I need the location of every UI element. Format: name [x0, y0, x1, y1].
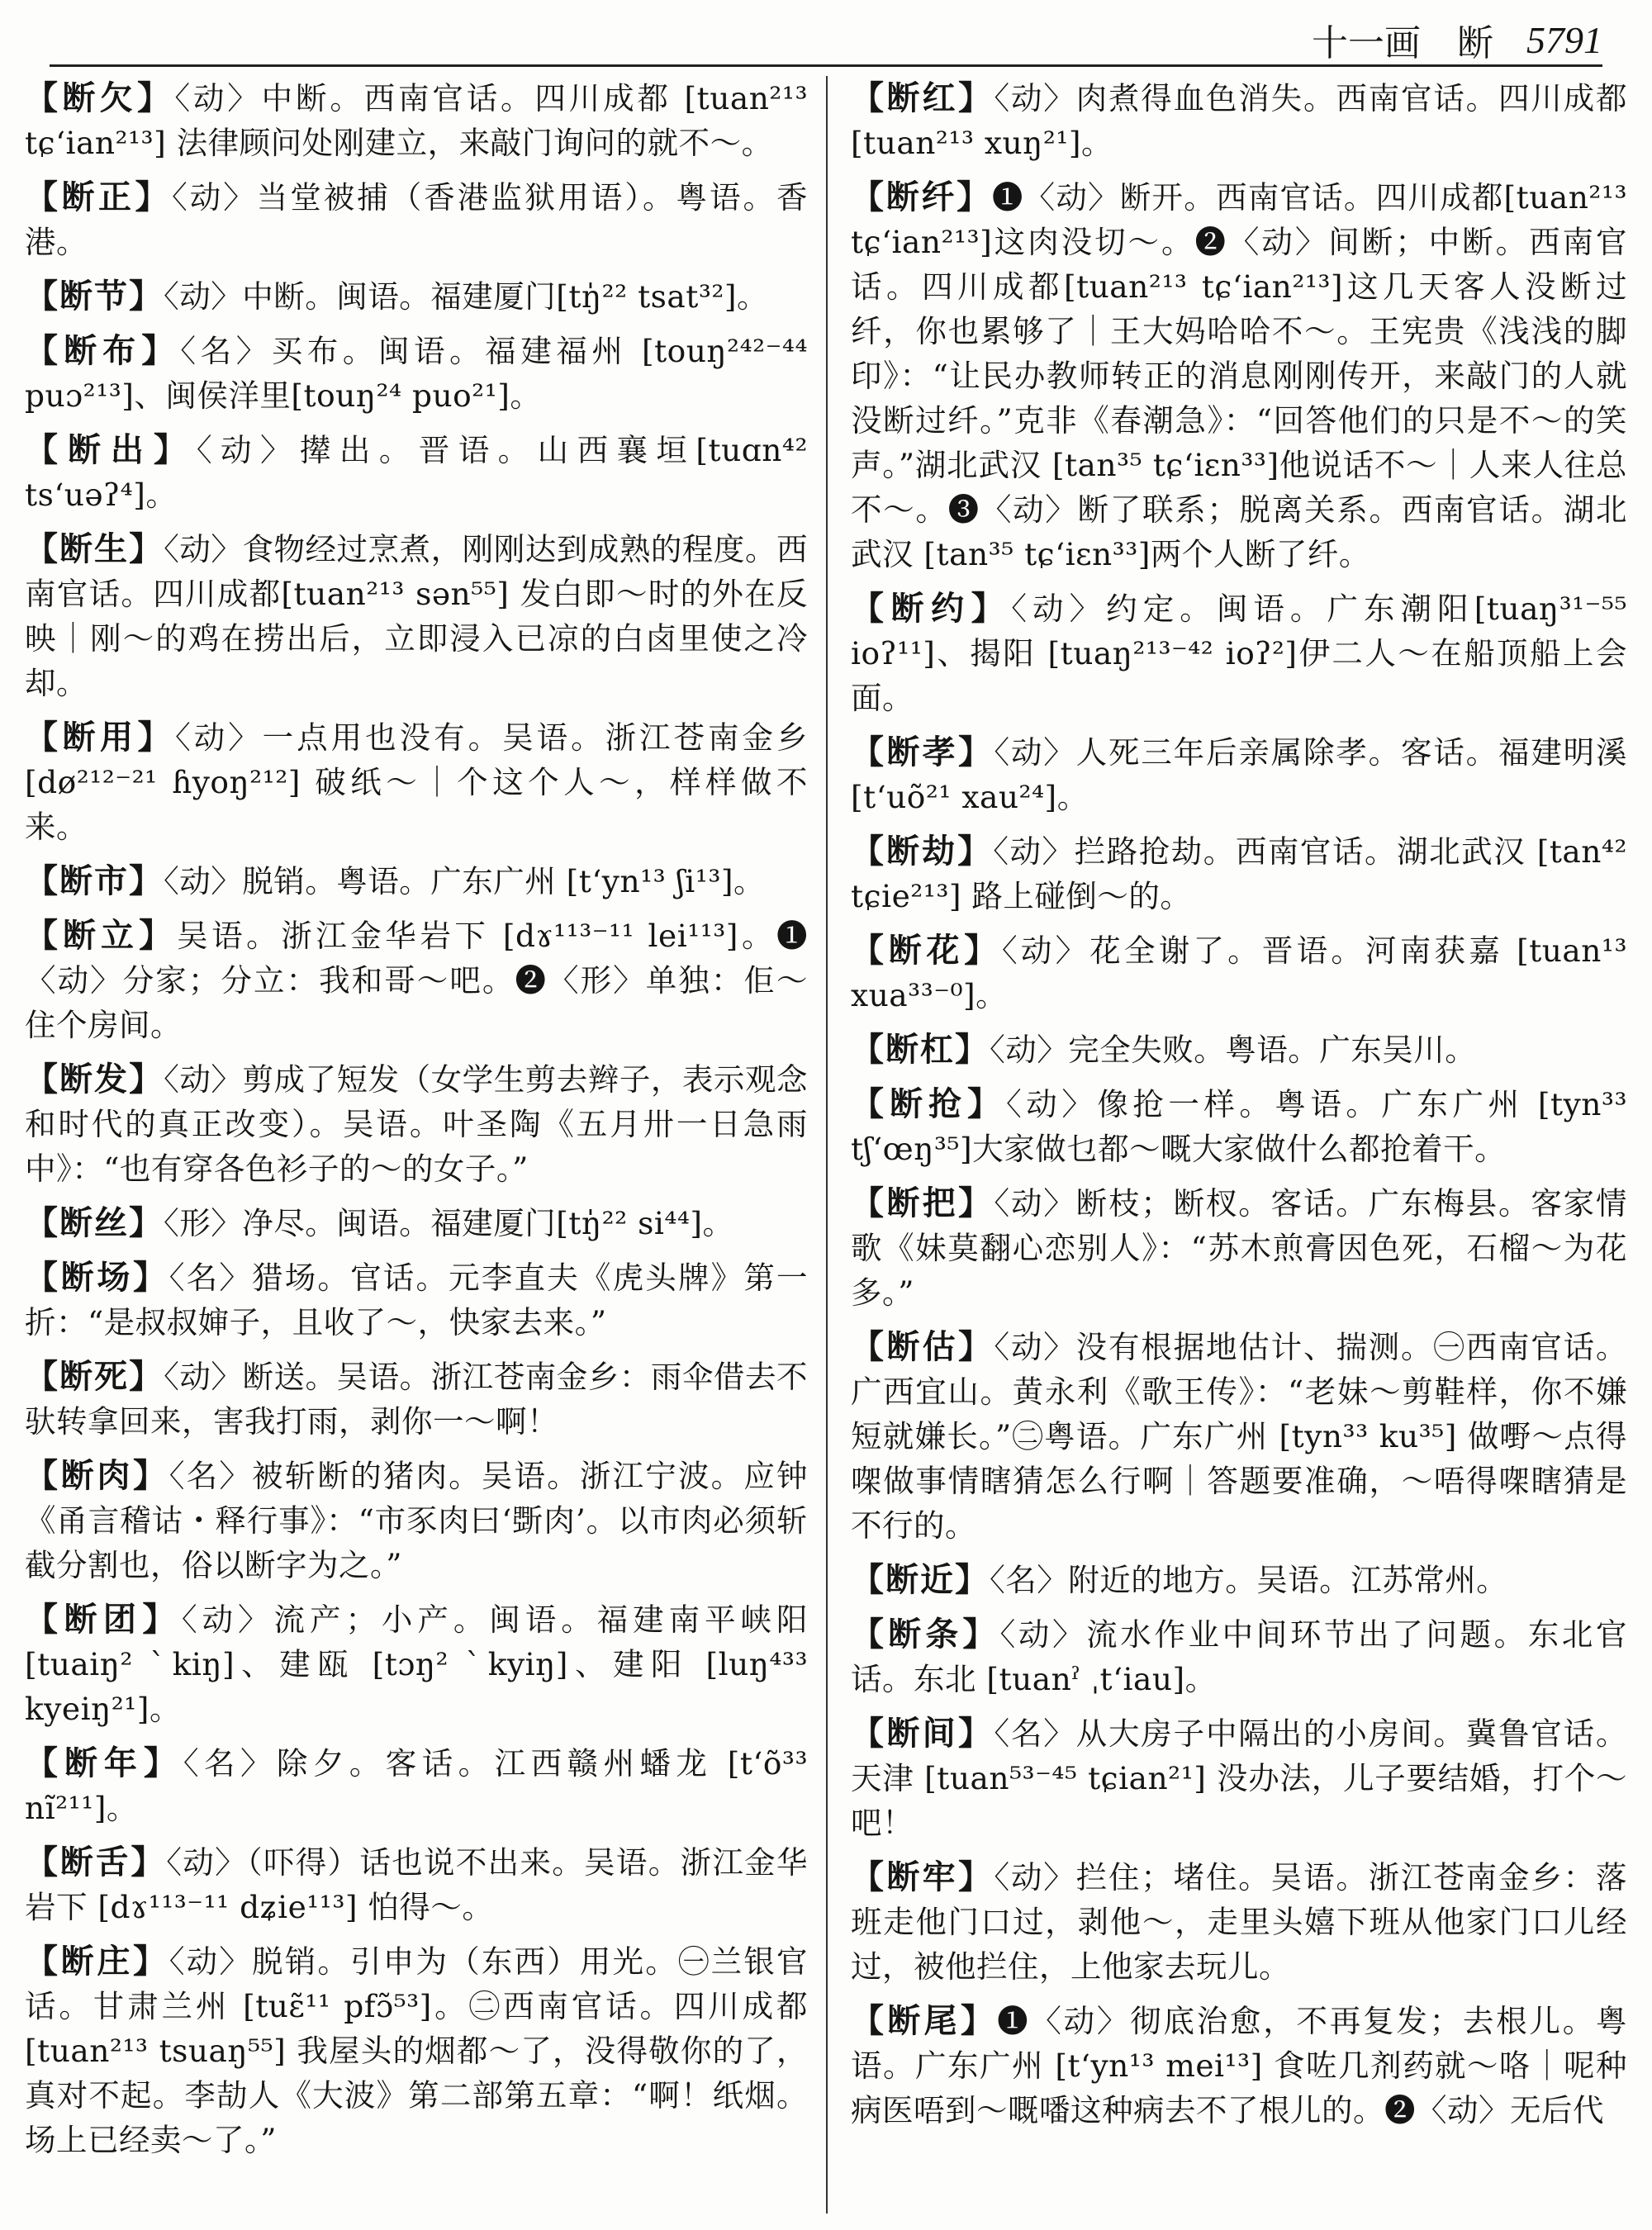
entry — [851, 586, 1627, 720]
headword: 【断节】 — [25, 277, 164, 316]
entry — [25, 527, 808, 705]
page-header — [50, 15, 1602, 64]
definition: 〈名〉除夕。客话。江西赣州蟠龙 [tʻõ³³ nĩ²¹¹]。 — [25, 1745, 808, 1826]
entry — [25, 329, 808, 418]
definition: 〈动〉没有根据地估计、揣测。㊀西南官话。广西宜山。黄永利《歌王传》：“老妹～剪鞋样，你不嫌短就嫌长。”㊁粤语。广东广州 [tyn³³ ku³⁵] 做嘢～点得㗎做事情瞎猜怎么行啊｜答题要准确，～唔得㗎瞎猜是不行的。 — [851, 1329, 1628, 1544]
headword: 【断团】 — [25, 1600, 182, 1639]
entry — [25, 1201, 808, 1245]
headword: 【断立】 — [25, 916, 178, 955]
headword: 【断出】 — [25, 430, 197, 469]
headword: 【断劫】 — [851, 832, 994, 871]
entry — [851, 829, 1627, 918]
headword: 【断舌】 — [25, 1843, 167, 1881]
headword: 【断把】 — [851, 1184, 995, 1222]
definition: 〈动〉肉煮得血色消失。西南官话。四川成都 [tuan²¹³ xuŋ²¹]。 — [851, 80, 1628, 161]
entry — [851, 1855, 1627, 1989]
headword: 【断生】 — [25, 529, 164, 568]
definition: ❶〈动〉断开。西南官话。四川成都[tuan²¹³ tɕʻian²¹³]这肉没切～。❷〈动〉间断；中断。西南官话。四川成都[tuan²¹³ tɕʻian²¹³]这几天客人没断过纤，你也累够了｜王大妈哈哈不～。王宪贵《浅浅的脚印》：“让民办教师转正的消息刚刚传开，来敲门的人就没断过纤。”克非《春潮急》：“回答他们的只是不～的笑声。”湖北武汉 [tan³⁵ tɕʻiɛn³³]他说话不～｜人来人往总不～。❸〈动〉断了联系；脱离关系。西南官话。湖北武汉 [tan³⁵ tɕʻiɛn³³]两个人断了纤。 — [851, 179, 1627, 572]
definition: 〈动〉食物经过烹煮，刚刚达到成熟的程度。西南官话。四川成都[tuan²¹³ sən⁵⁵] 发白即～时的外在反映｜刚～的鸡在捞出后，立即浸入已凉的白卤里使之冷却。 — [25, 531, 808, 701]
entry — [851, 730, 1627, 819]
headword: 【断正】 — [25, 178, 172, 216]
headword: 【断孝】 — [851, 733, 995, 771]
entry — [25, 1057, 808, 1191]
definition: 吴语。浙江金华岩下 [dɤ¹¹³⁻¹¹ lei¹¹³]。❶〈动〉分家；分立：我和哥～吧。❷〈形〉单独：佢～住个房间。 — [25, 918, 808, 1043]
right-column — [851, 76, 1627, 2213]
definition: 〈动〉流产；小产。闽语。福建南平峡阳 [tuaiŋ² ˋkiŋ]、建瓯 [tɔŋ² ˋkyiŋ]、建阳 [luŋ⁴³³ kyeiŋ²¹]。 — [25, 1601, 809, 1727]
definition: 〈名〉附近的地方。吴语。江苏常州。 — [990, 1562, 1508, 1598]
entry — [851, 76, 1627, 165]
headword: 【断抢】 — [851, 1084, 1007, 1123]
definition: ❶〈动〉彻底治愈，不再复发；去根儿。粤语。广东广州 [tʻyn¹³ mei¹³] 食咗几剂药就～咯｜呢种病医唔到～嘅噃这种病去不了根儿的。❷〈动〉无后代 — [851, 2003, 1628, 2128]
headword: 【断纤】 — [851, 178, 992, 216]
entry — [851, 1612, 1627, 1701]
definition: 〈动〉断枝；断杈。客话。广东梅县。客家情歌《妹莫翻心恋别人》：“苏木煎膏因色死，石榴～为花多。” — [851, 1185, 1628, 1311]
headword: 【断近】 — [851, 1560, 990, 1599]
entry — [25, 1840, 808, 1929]
headword: 【断杠】 — [851, 1030, 990, 1069]
page-number: 5791 — [1526, 18, 1602, 61]
entry — [851, 1711, 1627, 1845]
entry — [851, 1558, 1627, 1602]
headword: 【断年】 — [25, 1744, 183, 1782]
entry — [25, 428, 808, 517]
definition: 〈动〉断送。吴语。浙江苍南金乡：雨伞借去不驮转拿回来，害我打雨，剥你一～啊！ — [25, 1359, 808, 1440]
entry — [851, 928, 1627, 1018]
headword: 【断丝】 — [25, 1203, 164, 1242]
headword: 【断尾】 — [851, 2001, 998, 2040]
definition: 〈名〉被斩断的猪肉。吴语。浙江宁波。应钟《甬言稽诂・释行事》：“市豕肉曰‘斲肉’。以市肉必须斩截分割也，俗以断字为之。” — [25, 1458, 809, 1583]
definition: 〈动〉脱销。引申为（东西）用光。㊀兰银官话。甘肃兰州 [tuɛ̃¹¹ pfɔ̃⁵³]。㊁西南官话。四川成都 [tuan²¹³ tsuaŋ⁵⁵] 我屋头的烟都～了，没得敬你的了，真对不起。李劼人《大波》第二部第五章：“啊！纸烟。场上已经卖～了。” — [25, 1943, 809, 2158]
header-rule — [50, 64, 1602, 67]
headword: 【断花】 — [851, 931, 1002, 970]
headword: 【断间】 — [851, 1714, 995, 1753]
headword: 【断市】 — [25, 861, 164, 900]
headword: 【断肉】 — [25, 1456, 169, 1495]
entry — [851, 1027, 1627, 1072]
definition: 〈动〉一点用也没有。吴语。浙江苍南金乡 [dø²¹²⁻²¹ ɦyoŋ²¹²] 破纸～｜个这个人～，样样做不来。 — [25, 719, 809, 845]
definition: 〈动〉撵出。晋语。山西襄垣[tuɑn⁴² tsʻuəʔ⁴]。 — [25, 432, 809, 513]
entry — [851, 1181, 1627, 1315]
definition: 〈动〉像抢一样。粤语。广东广州 [tyn³³ tʃʻœŋ³⁵]大家做乜都～嘅大家做什么都抢着干。 — [851, 1086, 1627, 1167]
definition: 〈动〉脱销。粤语。广东广州 [tʻyn¹³ ʃi¹³]。 — [164, 863, 765, 899]
headword: 【断约】 — [851, 589, 1012, 628]
section-title: 十一画 断 — [1312, 22, 1493, 64]
entry — [851, 1999, 1627, 2133]
headword: 【断用】 — [25, 718, 175, 757]
entry — [25, 1355, 808, 1444]
entry — [25, 175, 808, 264]
headword: 【断发】 — [25, 1060, 164, 1098]
headword: 【断布】 — [25, 331, 181, 370]
entry — [25, 1939, 808, 2162]
definition: 〈动〉（吓得）话也说不出来。吴语。浙江金华岩下 [dɤ¹¹³⁻¹¹ dʑie¹¹³] 怕得～。 — [25, 1844, 808, 1925]
entry — [25, 1454, 808, 1587]
definition: 〈动〉花全谢了。晋语。河南获嘉 [tuan¹³ xua³³⁻⁰]。 — [851, 932, 1627, 1013]
headword: 【断庄】 — [25, 1942, 169, 1981]
entry — [851, 1325, 1627, 1548]
definition: 〈动〉拦路抢劫。西南官话。湖北武汉 [tan⁴² tɕie²¹³] 路上碰倒～的。 — [851, 833, 1628, 914]
definition: 〈动〉流水作业中间环节出了问题。东北官话。东北 [tuanˀ ˌtʻiau]。 — [851, 1616, 1627, 1697]
entry — [25, 274, 808, 319]
headword: 【断牢】 — [851, 1858, 995, 1896]
definition: 〈动〉中断。西南官话。四川成都 [tuan²¹³ tɕʻian²¹³] 法律顾问处刚建立，来敲门询问的就不～。 — [25, 80, 808, 161]
entry — [25, 913, 808, 1047]
definition: 〈动〉中断。闽语。福建厦门[tŋ̍²² tsat³²]。 — [164, 278, 769, 315]
entry — [25, 1741, 808, 1830]
entry — [851, 175, 1627, 576]
entry — [25, 859, 808, 904]
definition: 〈动〉当堂被捕（香港监狱用语）。粤语。香港。 — [25, 179, 808, 260]
definition: 〈动〉拦住；堵住。吴语。浙江苍南金乡：落班走他门口过，剥他～，走里头嬉下班从他家门口儿经过，被他拦住，上他家去玩儿。 — [851, 1859, 1628, 1985]
headword: 【断场】 — [25, 1258, 169, 1297]
definition: 〈动〉剪成了短发（女学生剪去辫子，表示观念和时代的真正改变）。吴语。叶圣陶《五月卅一日急雨中》：“也有穿各色衫子的～的女子。” — [25, 1061, 808, 1187]
entry — [25, 1597, 808, 1731]
entry — [25, 1255, 808, 1345]
definition: 〈名〉买布。闽语。福建福州 [touŋ²⁴²⁻⁴⁴ puɔ²¹³]、闽侯洋里[touŋ²⁴ puo²¹]。 — [25, 333, 809, 414]
definition: 〈动〉约定。闽语。广东潮阳[tuaŋ³¹⁻⁵⁵ ioʔ¹¹]、揭阳 [tuaŋ²¹³⁻⁴² ioʔ²]伊二人～在船顶船上会面。 — [851, 591, 1627, 716]
headword: 【断条】 — [851, 1615, 1000, 1654]
headword: 【断估】 — [851, 1327, 995, 1366]
definition: 〈动〉完全失败。粤语。广东吴川。 — [990, 1032, 1477, 1068]
headword: 【断死】 — [25, 1357, 164, 1396]
entry — [25, 76, 808, 165]
entry — [851, 1082, 1627, 1171]
definition: 〈名〉从大房子中隔出的小房间。冀鲁官话。天津 [tuan⁵³⁻⁴⁵ tɕian²¹] 没办法，儿子要结婚，打个～吧！ — [851, 1715, 1628, 1841]
left-column — [25, 76, 808, 2213]
headword: 【断欠】 — [25, 78, 175, 117]
entry — [25, 715, 808, 849]
headword: 【断红】 — [851, 78, 995, 117]
column-divider — [826, 76, 828, 2213]
definition: 〈形〉净尽。闽语。福建厦门[tŋ̍²² si⁴⁴]。 — [164, 1205, 734, 1241]
definition: 〈名〉猎场。官话。元李直夫《虎头牌》第一折：“是叔叔婶子，且收了～，快家去来。” — [25, 1260, 809, 1340]
definition: 〈动〉人死三年后亲属除孝。客话。福建明溪 [tʻuõ²¹ xau²⁴]。 — [851, 734, 1628, 815]
